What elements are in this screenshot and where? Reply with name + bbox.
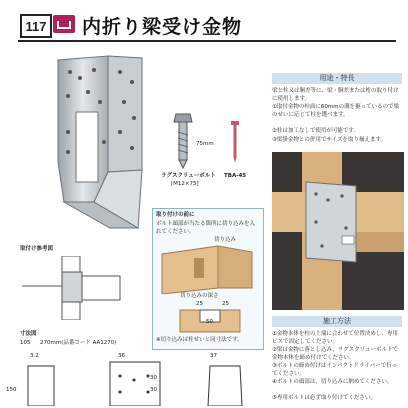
tba-screw-label: TBA-45 xyxy=(224,173,247,179)
usage-diagram-heading: 取付け参考図 xyxy=(20,246,54,252)
cut-illustration xyxy=(158,238,258,294)
construction-item: ③ボルトの締め付けはインパクトドライバーで行ってください。 xyxy=(272,363,398,377)
features-item: ③梁掛金物との併用でサイズを取り揃えます。 xyxy=(272,137,387,143)
cut-dimension-diagram xyxy=(178,300,242,334)
lag-bolt-length: 75mm xyxy=(196,141,214,147)
lag-bolt-label: ラグスクリューボルト xyxy=(161,173,216,179)
tba-screw-icon xyxy=(229,120,241,164)
cut-dim: 25 xyxy=(196,301,203,307)
page-number: 117 xyxy=(20,14,52,38)
features-intro: 梁と柱又は胴差等に、梁・胴差または桁の取り付けに使用します。 xyxy=(272,88,399,102)
features-item: ②柱は加工なしで使用が可能です。 xyxy=(272,128,359,134)
cut-label: 切り込み xyxy=(214,237,237,243)
cut-dim: 25 xyxy=(222,301,229,307)
dimension-value: 37 xyxy=(210,353,217,359)
construction-item: ①金物本体を柱の上端に合わせて位置決めし、専用ビスで固定してください。 xyxy=(272,331,398,345)
dimensions-model-note: 270mm(品番コード AA1270) xyxy=(40,340,117,346)
dimension-value: 36 xyxy=(118,353,125,359)
dimensions-model: 105 xyxy=(20,340,31,346)
usage-diagram xyxy=(22,256,122,320)
cut-dim: 50 xyxy=(206,319,213,325)
dimensions-heading: 寸法図 xyxy=(20,331,37,337)
features-heading: 用途・特長 xyxy=(272,73,402,84)
dimension-value: 30 xyxy=(150,387,157,393)
dimension-value: 150 xyxy=(6,387,17,393)
install-note-heading: 取り付けの前に xyxy=(156,212,195,218)
install-note-text: ボルト頭部が当たる箇所に切り込みを入れてください。 xyxy=(156,221,256,235)
lag-bolt-icon xyxy=(170,112,196,170)
features-item: ①取付金物の柱面に60mmの溝を掘っているので梁のせいに応じて柱を選べます。 xyxy=(272,104,400,118)
dimension-drawings xyxy=(20,356,270,406)
lag-bolt-size: [M12×75] xyxy=(171,181,199,187)
construction-item: ②梁は金物に落とし込み、ラグスクリューボルトで金物本体を締め付けてください。 xyxy=(272,347,399,361)
page-title: 内折り梁受け金物 xyxy=(82,16,243,38)
construction-heading: 施工方法 xyxy=(272,316,402,327)
hanger-product-illustration xyxy=(50,52,150,232)
construction-item: ④ボルトの頭部は、切り込みに納めてください。 xyxy=(272,379,393,385)
dimension-value: 3.2 xyxy=(30,353,39,359)
install-footnote: ※切り込みは柱せいと同寸法です。 xyxy=(156,337,243,343)
cut-depth-label: 切り込みの深さ xyxy=(180,293,219,299)
category-badge-icon xyxy=(53,15,75,33)
header-divider xyxy=(18,40,396,42)
construction-item: ⑤専用ボルトは必ず取り付けてください。 xyxy=(272,395,376,401)
dimension-value: 30 xyxy=(150,375,157,381)
installation-photo xyxy=(272,152,404,310)
